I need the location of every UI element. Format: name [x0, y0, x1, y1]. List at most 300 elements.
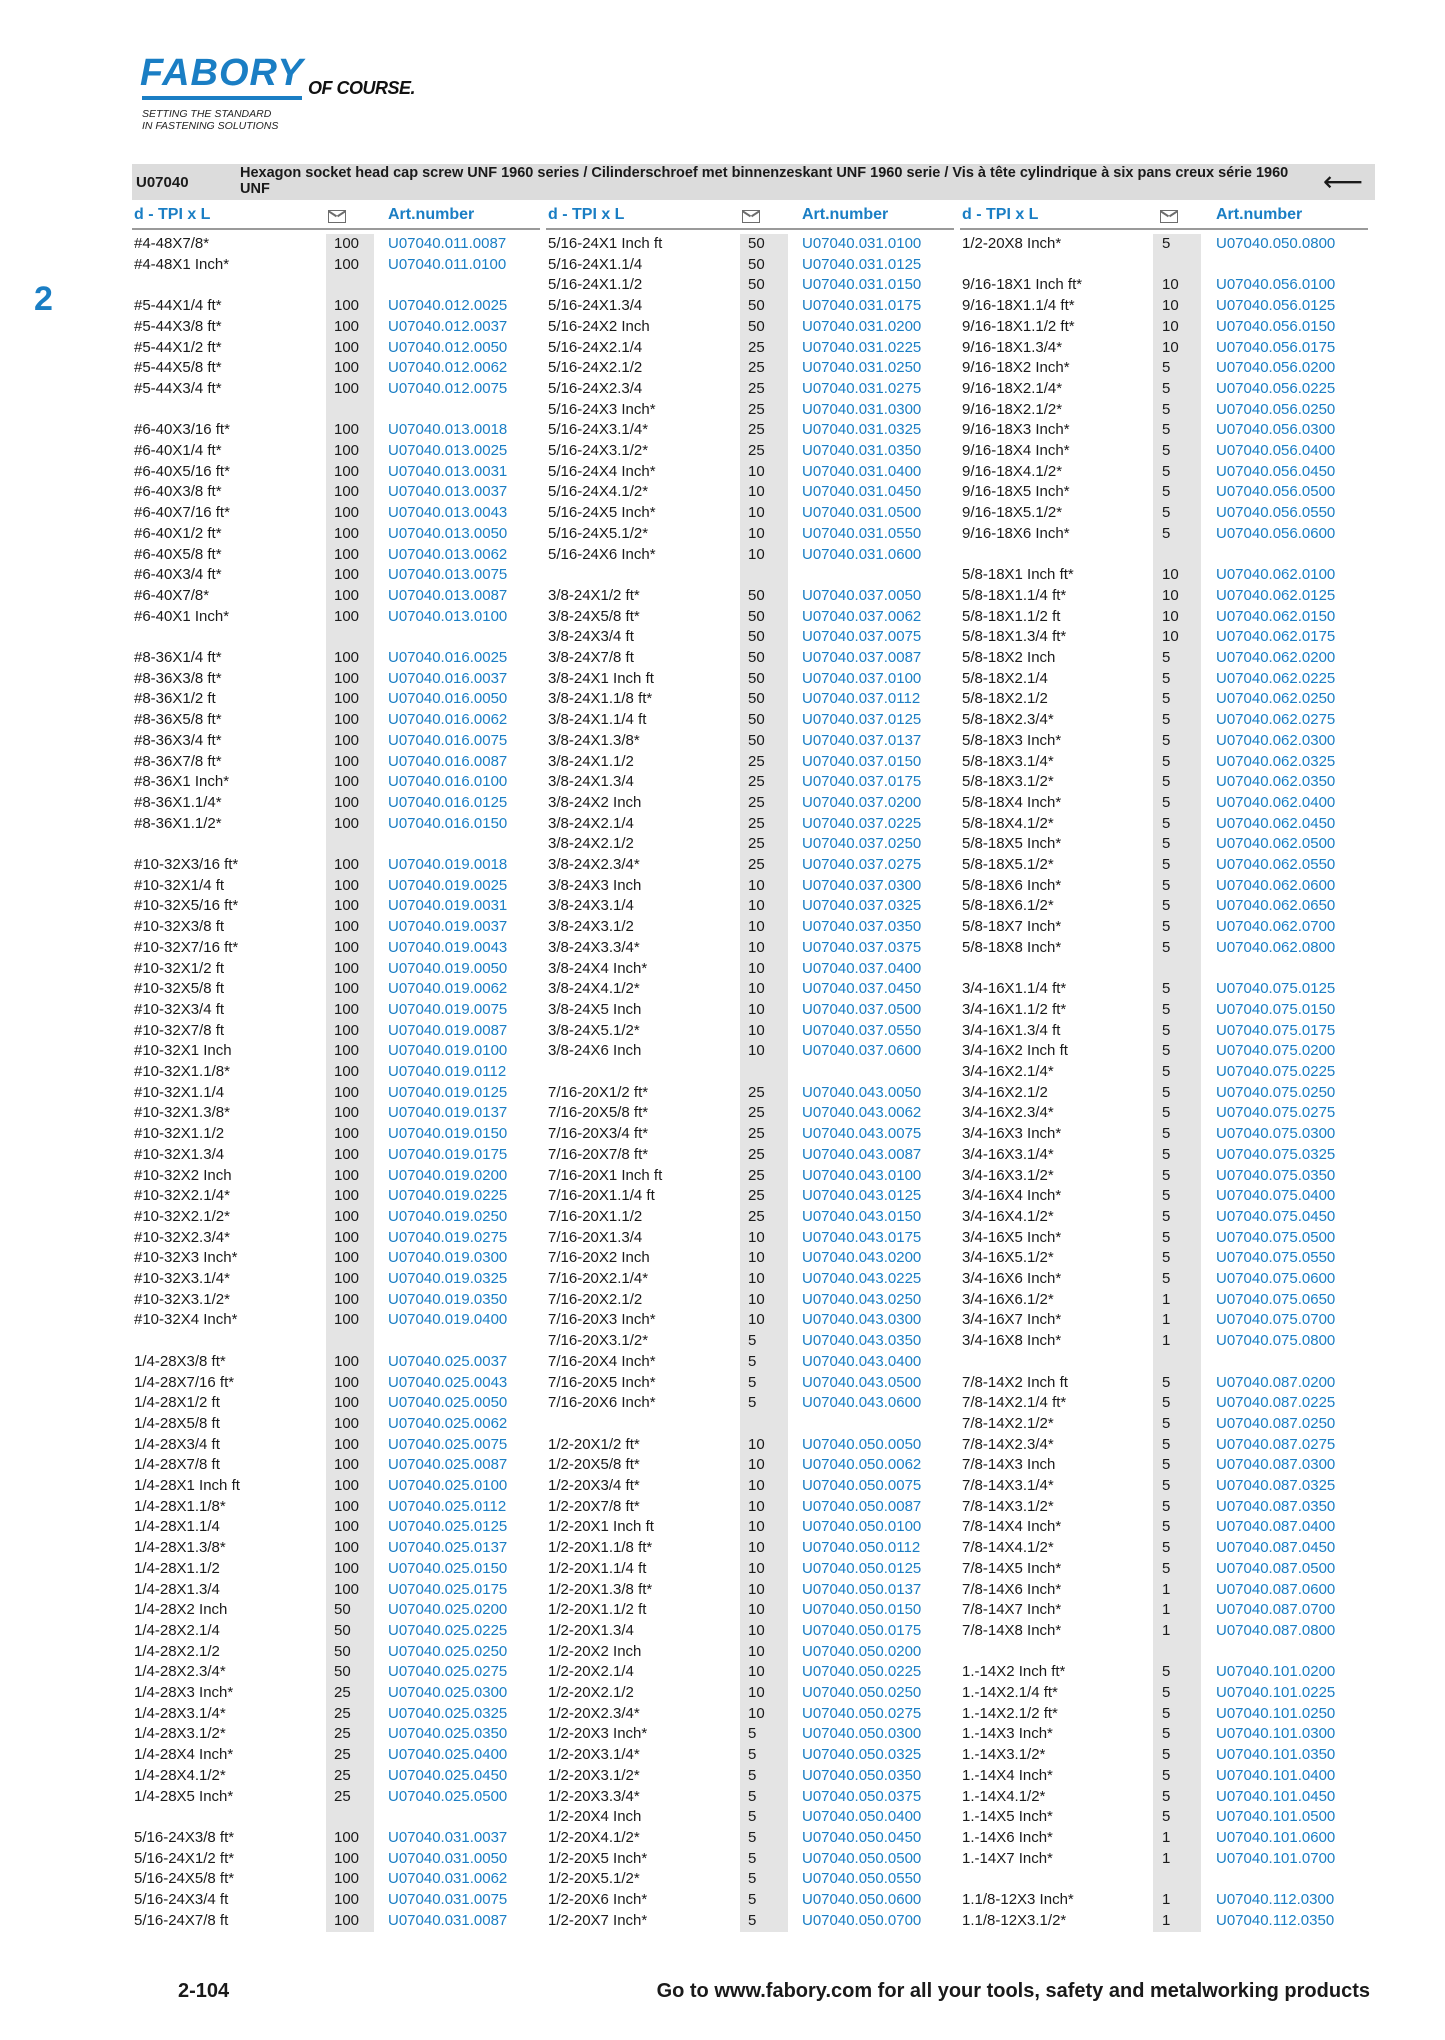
size-spec: 7/16-20X3/4 ft* — [548, 1125, 649, 1143]
article-number: U07040.037.0112 — [802, 690, 921, 708]
table-row — [960, 669, 1368, 689]
size-spec: 1/4-28X1.1/8* — [134, 1497, 226, 1515]
article-number: U07040.062.0700 — [1216, 918, 1336, 936]
size-spec: 1/4-28X4.1/2* — [134, 1766, 226, 1784]
table-row — [132, 855, 540, 875]
pack-quantity: 5 — [1162, 1746, 1171, 1764]
size-spec: 9/16-18X1.1/2 ft* — [962, 317, 1075, 335]
size-spec: 7/16-20X1/2 ft* — [548, 1083, 649, 1101]
pack-quantity: 100 — [334, 1042, 360, 1060]
article-number: U07040.037.0062 — [802, 607, 922, 625]
table-row — [960, 1497, 1368, 1517]
size-spec: 3/8-24X3.1/4 — [548, 897, 634, 915]
table-row — [960, 400, 1368, 420]
pack-quantity: 100 — [334, 1125, 360, 1143]
size-spec: 9/16-18X2 Inch* — [962, 359, 1070, 377]
pack-quantity: 5 — [748, 1352, 757, 1370]
table-row — [960, 1062, 1368, 1082]
table-row — [960, 1103, 1368, 1123]
size-spec: #6-40X7/16 ft* — [134, 504, 230, 522]
table-row — [960, 379, 1368, 399]
pack-quantity: 5 — [748, 1787, 757, 1805]
size-spec: #6-40X3/16 ft* — [134, 421, 230, 439]
article-number: U07040.025.0050 — [388, 1394, 508, 1412]
size-spec: #10-32X7/8 ft — [134, 1021, 225, 1039]
table-row — [960, 1724, 1368, 1744]
article-number: U07040.019.0175 — [388, 1145, 508, 1163]
article-number: U07040.031.0350 — [802, 442, 922, 459]
table-row — [960, 1600, 1368, 1620]
article-number: U07040.050.0800 — [1216, 235, 1336, 252]
size-spec: 3/8-24X3.1/2 — [548, 918, 634, 936]
pack-quantity: 5 — [1162, 1539, 1171, 1557]
table-row — [960, 234, 1368, 254]
article-number: U07040.012.0062 — [388, 359, 508, 377]
article-number: U07040.043.0225 — [802, 1270, 922, 1287]
table-row — [546, 1745, 954, 1765]
size-spec: 5/16-24X2.1/2 — [548, 359, 643, 377]
article-number: U07040.013.0031 — [388, 462, 508, 480]
table-row — [546, 1124, 954, 1144]
article-number: U07040.025.0300 — [388, 1684, 508, 1701]
table-row — [132, 379, 540, 399]
article-number: U07040.056.0400 — [1216, 442, 1336, 459]
table-row — [132, 1166, 540, 1186]
pack-quantity: 10 — [748, 1021, 765, 1039]
size-spec: 3/8-24X2.1/2 — [548, 835, 634, 853]
article-number: U07040.062.0100 — [1216, 566, 1336, 584]
article-number: U07040.019.0100 — [388, 1042, 508, 1060]
pack-quantity: 5 — [1162, 1187, 1171, 1205]
table-row — [132, 896, 540, 916]
article-number: U07040.056.0250 — [1216, 400, 1336, 418]
article-number: U07040.025.0500 — [388, 1787, 508, 1805]
pack-quantity: 5 — [748, 1849, 757, 1867]
article-number: U07040.037.0137 — [802, 731, 922, 749]
article-number: U07040.019.0062 — [388, 980, 508, 998]
pack-quantity: 1 — [1162, 1621, 1171, 1639]
pack-quantity: 5 — [748, 1394, 757, 1412]
size-spec: 1.-14X3.1/2* — [962, 1746, 1046, 1764]
pack-quantity: 50 — [334, 1663, 351, 1681]
table-row — [132, 1890, 540, 1910]
size-spec: 5/16-24X1.1/4 — [548, 255, 643, 273]
table-row — [960, 317, 1368, 337]
size-spec: 7/8-14X5 Inch* — [962, 1559, 1062, 1577]
article-number: U07040.075.0550 — [1216, 1249, 1336, 1267]
pack-quantity: 100 — [334, 918, 360, 936]
col-d-header: d - TPI x L — [134, 206, 211, 223]
article-number: U07040.019.0087 — [388, 1021, 508, 1039]
pack-quantity: 50 — [748, 586, 765, 604]
size-spec: 9/16-18X2.1/2* — [962, 400, 1063, 418]
table-row — [960, 1393, 1368, 1413]
table-row — [132, 1849, 540, 1869]
article-number: U07040.037.0100 — [802, 669, 922, 687]
article-number: U07040.037.0200 — [802, 793, 922, 811]
size-spec: 1/4-28X1.1/4 — [134, 1518, 220, 1536]
table-row — [132, 731, 540, 751]
pack-quantity: 5 — [1162, 1000, 1171, 1018]
table-row — [960, 1083, 1368, 1103]
table-row — [960, 1766, 1368, 1786]
article-number: U07040.037.0325 — [802, 897, 922, 915]
table-row — [960, 565, 1368, 585]
article-number: U07040.056.0450 — [1216, 462, 1336, 480]
product-title: Hexagon socket head cap screw UNF 1960 series / Cilinderschroef met binnenzeskant UNF 1960 serie / Vis à tête cylindrique à six pans creux série 1960 UNF — [240, 165, 1289, 197]
article-number: U07040.043.0175 — [802, 1228, 922, 1246]
table-row — [960, 1435, 1368, 1455]
size-spec: 1/2-20X2.1/4 — [548, 1663, 634, 1681]
size-spec: #6-40X5/16 ft* — [134, 462, 230, 480]
column-header-3 — [960, 204, 1368, 230]
size-spec: 3/4-16X2 Inch ft — [962, 1042, 1068, 1060]
table-row — [132, 1745, 540, 1765]
pack-quantity: 10 — [748, 545, 765, 563]
table-row — [132, 669, 540, 689]
size-spec: 3/8-24X7/8 ft — [548, 649, 634, 666]
size-spec: 5/8-18X5.1/2* — [962, 856, 1054, 873]
table-row — [960, 420, 1368, 440]
pack-quantity: 1 — [1162, 1332, 1171, 1350]
article-number: U07040.019.0350 — [388, 1290, 508, 1308]
pack-quantity: 5 — [1162, 856, 1171, 873]
table-row — [960, 648, 1368, 668]
pack-quantity: 100 — [334, 1559, 360, 1577]
article-number: U07040.043.0300 — [802, 1311, 922, 1329]
pack-quantity: 10 — [748, 1270, 765, 1287]
size-spec: 1/2-20X5.1/2* — [548, 1870, 640, 1888]
pack-quantity: 5 — [1162, 379, 1171, 397]
pack-quantity: 5 — [748, 1746, 757, 1764]
size-spec: 9/16-18X4.1/2* — [962, 462, 1063, 480]
article-number: U07040.016.0125 — [388, 793, 508, 811]
pack-quantity: 10 — [748, 1642, 765, 1660]
table-row — [132, 1455, 540, 1475]
article-number: U07040.019.0025 — [388, 876, 508, 894]
pack-quantity: 100 — [334, 1352, 360, 1370]
article-number: U07040.087.0325 — [1216, 1477, 1336, 1494]
pack-quantity: 1 — [1162, 1580, 1171, 1598]
size-spec: 7/16-20X5/8 ft* — [548, 1104, 649, 1122]
pack-quantity: 10 — [748, 1601, 765, 1619]
size-spec: 7/16-20X2 Inch — [548, 1249, 650, 1267]
size-spec: #10-32X1.3/8* — [134, 1104, 230, 1122]
pack-quantity: 5 — [1162, 649, 1171, 666]
article-number: U07040.062.0450 — [1216, 814, 1336, 832]
pack-quantity: 10 — [748, 1477, 765, 1494]
size-spec: #10-32X2.1/4* — [134, 1187, 230, 1205]
article-number: U07040.112.0300 — [1216, 1891, 1335, 1908]
table-row — [132, 1207, 540, 1227]
article-number: U07040.050.0225 — [802, 1663, 922, 1681]
pack-quantity: 10 — [748, 504, 765, 522]
table-row — [960, 503, 1368, 523]
article-number: U07040.050.0600 — [802, 1891, 922, 1908]
pack-quantity: 25 — [748, 1145, 765, 1163]
table-row — [960, 938, 1368, 958]
article-number: U07040.050.0125 — [802, 1559, 922, 1577]
article-number: U07040.087.0800 — [1216, 1621, 1336, 1639]
article-number: U07040.043.0062 — [802, 1104, 922, 1122]
size-spec: #10-32X7/16 ft* — [134, 938, 239, 956]
back-arrow-icon[interactable]: ⟵ — [1322, 166, 1363, 197]
table-row — [546, 296, 954, 316]
size-spec: 7/8-14X2 Inch ft — [962, 1373, 1068, 1391]
pack-quantity: 100 — [334, 856, 360, 873]
size-spec: #6-40X1 Inch* — [134, 607, 230, 625]
pack-quantity: 5 — [1162, 793, 1171, 811]
size-spec: 1/4-28X1 Inch ft — [134, 1477, 240, 1494]
table-row — [132, 1497, 540, 1517]
article-number: U07040.019.0325 — [388, 1270, 508, 1287]
size-spec: 9/16-18X1.3/4* — [962, 338, 1063, 356]
pack-quantity: 1 — [1162, 1828, 1171, 1846]
article-number: U07040.016.0150 — [388, 814, 508, 832]
table-row — [132, 793, 540, 813]
col-d-header: d - TPI x L — [962, 206, 1039, 223]
article-number: U07040.075.0700 — [1216, 1311, 1336, 1329]
size-spec: 1/2-20X1/2 ft* — [548, 1435, 640, 1453]
column-header-2 — [546, 204, 954, 230]
size-spec: 1.-14X4 Inch* — [962, 1766, 1053, 1784]
pack-quantity: 5 — [748, 1808, 757, 1826]
table-row — [132, 255, 540, 275]
article-number: U07040.012.0050 — [388, 338, 508, 356]
pack-quantity: 5 — [748, 1332, 757, 1350]
table-row — [132, 917, 540, 937]
table-row — [132, 1124, 540, 1144]
table-row — [546, 1724, 954, 1744]
table-row — [546, 1331, 954, 1351]
article-number: U07040.037.0087 — [802, 649, 922, 666]
table-row — [546, 814, 954, 834]
article-number: U07040.050.0075 — [802, 1477, 922, 1494]
pack-quantity: 5 — [1162, 752, 1171, 770]
pack-quantity: 100 — [334, 462, 360, 480]
article-number: U07040.013.0025 — [388, 442, 508, 459]
size-spec: #10-32X1.3/4 — [134, 1145, 225, 1163]
pack-quantity: 25 — [748, 1125, 765, 1143]
size-spec: 5/8-18X1.1/4 ft* — [962, 586, 1067, 604]
pack-quantity: 25 — [748, 835, 765, 853]
size-spec: 7/16-20X5 Inch* — [548, 1373, 656, 1391]
pack-quantity: 100 — [334, 1166, 360, 1184]
size-spec: #6-40X7/8* — [134, 586, 210, 604]
pack-quantity: 100 — [334, 1063, 360, 1080]
pack-quantity: 5 — [1162, 1456, 1171, 1474]
table-row — [132, 1373, 540, 1393]
pack-quantity: 5 — [1162, 731, 1171, 749]
size-spec: 1/2-20X8 Inch* — [962, 235, 1062, 252]
article-number: U07040.025.0125 — [388, 1518, 508, 1536]
size-spec: 1/2-20X3.3/4* — [548, 1787, 640, 1805]
table-row — [546, 1290, 954, 1310]
table-row — [960, 482, 1368, 502]
pack-quantity: 100 — [334, 1290, 360, 1308]
table-row — [960, 1704, 1368, 1724]
table-row — [132, 1228, 540, 1248]
size-spec: 5/16-24X3/8 ft* — [134, 1828, 235, 1846]
article-number: U07040.031.0325 — [802, 421, 922, 439]
article-number: U07040.043.0400 — [802, 1352, 922, 1370]
pack-quantity: 100 — [334, 442, 360, 459]
article-number: U07040.037.0400 — [802, 959, 922, 977]
size-spec: 1/4-28X3 Inch* — [134, 1684, 234, 1701]
pack-quantity: 5 — [1162, 1766, 1171, 1784]
table-row — [132, 565, 540, 585]
table-row — [546, 710, 954, 730]
pack-quantity: 100 — [334, 1828, 360, 1846]
pack-quantity: 100 — [334, 297, 360, 315]
size-spec: 1/2-20X4.1/2* — [548, 1828, 640, 1846]
pack-quantity: 5 — [1162, 1373, 1171, 1391]
size-spec: 9/16-18X2.1/4* — [962, 379, 1063, 397]
size-spec: 5/8-18X3.1/2* — [962, 773, 1054, 791]
table-row — [546, 669, 954, 689]
table-row — [132, 296, 540, 316]
pack-quantity: 5 — [1162, 1394, 1171, 1412]
pack-quantity: 100 — [334, 1145, 360, 1163]
size-spec: 9/16-18X5.1/2* — [962, 504, 1063, 522]
table-row — [132, 462, 540, 482]
size-spec: 1/2-20X5 Inch* — [548, 1849, 648, 1867]
table-row — [546, 441, 954, 461]
article-number: U07040.025.0275 — [388, 1663, 508, 1681]
table-row — [132, 752, 540, 772]
size-spec: #6-40X3/4 ft* — [134, 566, 222, 584]
pack-quantity: 100 — [334, 1187, 360, 1205]
article-number: U07040.025.0325 — [388, 1704, 508, 1722]
pack-quantity: 25 — [748, 773, 765, 791]
size-spec: #10-32X3 Inch* — [134, 1249, 238, 1267]
article-number: U07040.050.0175 — [802, 1621, 922, 1639]
article-number: U07040.016.0100 — [388, 773, 508, 791]
pack-quantity: 100 — [334, 1394, 360, 1412]
table-row — [132, 648, 540, 668]
article-number: U07040.062.0125 — [1216, 586, 1336, 604]
article-number: U07040.056.0100 — [1216, 276, 1336, 294]
article-number: U07040.075.0200 — [1216, 1042, 1336, 1060]
size-spec: 1/2-20X2.3/4* — [548, 1704, 640, 1722]
article-number: U07040.056.0550 — [1216, 504, 1336, 522]
article-number: U07040.050.0400 — [802, 1808, 922, 1826]
pack-quantity: 10 — [1162, 607, 1179, 625]
size-spec: 3/4-16X4.1/2* — [962, 1207, 1054, 1225]
product-header — [132, 164, 1375, 200]
article-number: U07040.101.0200 — [1216, 1663, 1336, 1681]
pack-quantity: 100 — [334, 1000, 360, 1018]
table-row — [132, 938, 540, 958]
article-number: U07040.019.0225 — [388, 1187, 508, 1205]
article-number: U07040.101.0700 — [1216, 1849, 1336, 1867]
article-number: U07040.013.0075 — [388, 566, 508, 584]
size-spec: 5/8-18X2.1/4 — [962, 669, 1048, 687]
size-spec: #10-32X5/8 ft — [134, 980, 225, 998]
table-row — [960, 607, 1368, 627]
article-number: U07040.019.0250 — [388, 1207, 508, 1225]
pack-quantity: 50 — [748, 276, 765, 294]
size-spec: 1/4-28X2 Inch — [134, 1601, 228, 1619]
table-row — [960, 1248, 1368, 1268]
logo-tagline-2: IN FASTENING SOLUTIONS — [142, 120, 279, 132]
table-row — [546, 793, 954, 813]
pack-quantity: 5 — [748, 1870, 757, 1888]
pack-quantity: 100 — [334, 566, 360, 584]
pack-quantity: 100 — [334, 504, 360, 522]
article-number: U07040.050.0100 — [802, 1518, 922, 1536]
table-row — [546, 1787, 954, 1807]
pack-quantity: 100 — [334, 1249, 360, 1267]
pack-quantity: 5 — [1162, 1477, 1171, 1494]
size-spec: 5/16-24X5/8 ft* — [134, 1870, 235, 1888]
size-spec: 3/8-24X1.1/4 ft — [548, 711, 647, 729]
table-row — [960, 358, 1368, 378]
table-row — [546, 772, 954, 792]
size-spec: 3/4-16X2.1/2 — [962, 1083, 1048, 1101]
table-row — [132, 1000, 540, 1020]
pack-quantity: 10 — [1162, 338, 1179, 356]
pack-quantity: 100 — [334, 1849, 360, 1867]
table-row — [132, 1393, 540, 1413]
size-spec: 5/16-24X1/2 ft* — [134, 1849, 235, 1867]
pack-quantity: 5 — [1162, 1125, 1171, 1143]
size-spec: #10-32X3/16 ft* — [134, 856, 239, 873]
table-row — [546, 358, 954, 378]
article-number: U07040.087.0350 — [1216, 1497, 1336, 1515]
pack-quantity: 25 — [748, 421, 765, 439]
size-spec: 5/16-24X3.1/2* — [548, 442, 649, 459]
pack-quantity: 100 — [334, 1891, 360, 1908]
article-number: U07040.056.0225 — [1216, 379, 1336, 397]
article-number: U07040.050.0150 — [802, 1601, 922, 1619]
size-spec: 1/4-28X2.1/2 — [134, 1642, 220, 1660]
article-number: U07040.062.0250 — [1216, 690, 1336, 708]
table-row — [960, 793, 1368, 813]
pack-quantity: 50 — [748, 711, 765, 729]
table-row — [546, 1207, 954, 1227]
article-number: U07040.031.0400 — [802, 462, 922, 480]
table-row — [960, 1807, 1368, 1827]
table-row — [960, 338, 1368, 358]
table-row — [960, 1476, 1368, 1496]
table-row — [546, 938, 954, 958]
pack-quantity: 50 — [334, 1601, 351, 1619]
table-row — [132, 1662, 540, 1682]
size-spec: 1/2-20X3.1/4* — [548, 1746, 640, 1764]
size-spec: 3/8-24X1.3/8* — [548, 731, 640, 749]
pack-quantity: 100 — [334, 1104, 360, 1122]
table-row — [132, 1621, 540, 1641]
pack-quantity: 10 — [1162, 586, 1179, 604]
pack-quantity: 5 — [1162, 918, 1171, 936]
article-number: U07040.062.0325 — [1216, 752, 1336, 770]
pack-quantity: 100 — [334, 379, 360, 397]
table-row — [546, 255, 954, 275]
article-number: U07040.025.0175 — [388, 1580, 508, 1598]
article-number: U07040.019.0031 — [388, 897, 508, 915]
logo-underline — [142, 96, 302, 100]
table-row — [132, 1103, 540, 1123]
pack-quantity: 10 — [1162, 297, 1179, 315]
size-spec: #10-32X3/4 ft — [134, 1000, 225, 1018]
pack-quantity: 10 — [1162, 628, 1179, 646]
table-row — [546, 1662, 954, 1682]
table-row — [132, 1435, 540, 1455]
pack-quantity: 100 — [334, 752, 360, 770]
pack-quantity: 25 — [748, 338, 765, 356]
pack-quantity: 5 — [1162, 1270, 1171, 1287]
